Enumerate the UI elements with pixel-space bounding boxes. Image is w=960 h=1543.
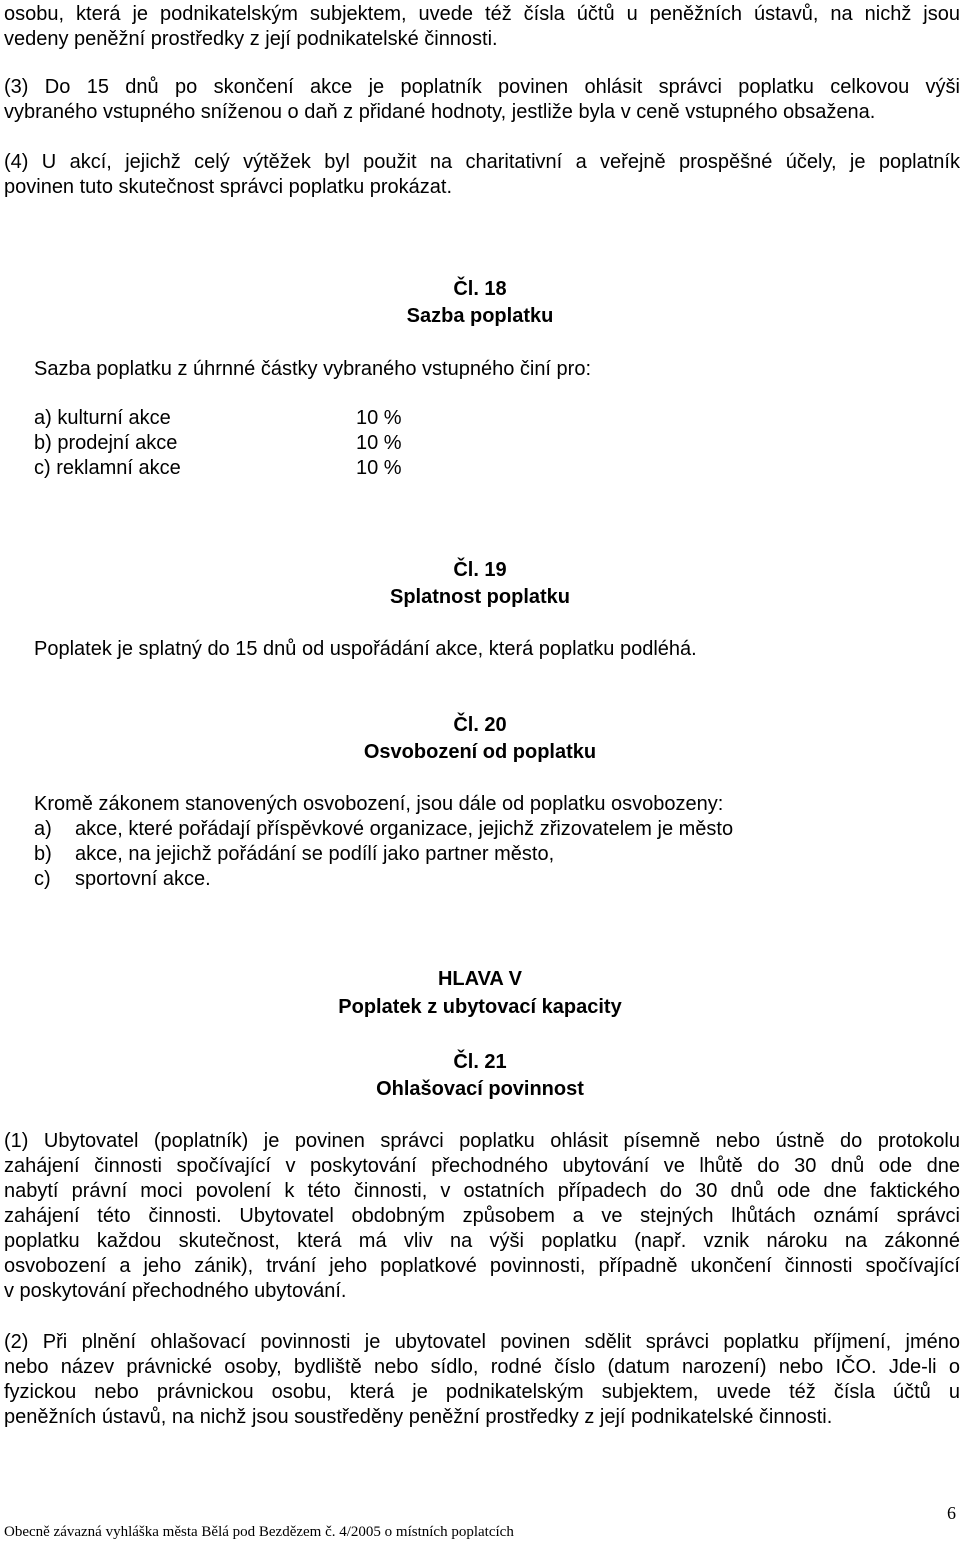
article-21-paragraph-2	[4, 1330, 960, 1430]
article-18-intro: Sazba poplatku z úhrnné částky vybraného vstupného činí pro:	[34, 358, 592, 380]
rate-row-cultural	[34, 406, 434, 431]
intro-line-1: osobu, která je podnikatelským subjektem, uvede též čísla účtů u peněžních ústavů, na nichž jsou	[4, 3, 960, 25]
list-text: akce, které pořádají příspěvkové organizace, jejichž zřizovatelem je město	[75, 818, 734, 840]
article-20-number: Čl. 20	[453, 714, 507, 736]
list-letter: a)	[34, 818, 52, 840]
paragraph-3-line-2: vybraného vstupného sníženou o daň z přidané hodnoty, jestliže byla v ceně vstupného obsažena.	[4, 101, 876, 123]
rate-row-advertising	[34, 456, 434, 481]
rate-row-sales	[34, 431, 434, 456]
article-19-number: Čl. 19	[453, 559, 507, 581]
paragraph-4-line-1: (4) U akcí, jejichž celý výtěžek byl použit na charitativní a veřejně prospěšné účely, je poplatník	[4, 151, 960, 173]
article-21-title: Ohlašovací povinnost	[376, 1078, 584, 1100]
list-text: sportovní akce.	[75, 868, 211, 890]
list-letter: b)	[34, 843, 52, 865]
paragraph-line: nebo název právnické osoby, bydliště nebo sídlo, rodné číslo (datum narození) nebo IČO. Jde-li o	[4, 1356, 960, 1378]
article-21-number: Čl. 21	[453, 1051, 507, 1073]
article-20-intro: Kromě zákonem stanovených osvobození, jsou dále od poplatku osvobozeny:	[34, 793, 724, 815]
chapter-label: HLAVA V	[437, 968, 523, 990]
list-item	[34, 817, 934, 842]
article-19-title: Splatnost poplatku	[390, 586, 570, 608]
article-19-text: Poplatek je splatný do 15 dnů od uspořádání akce, která poplatku podléhá.	[34, 638, 697, 660]
paragraph-line: zahájení této činnosti. Ubytovatel obdobným způsobem a ve stejných lhůtách oznámí správci	[4, 1205, 960, 1227]
rate-label: c) reklamní akce	[34, 457, 181, 479]
paragraph-line: (1) Ubytovatel (poplatník) je povinen správci poplatku ohlásit písemně nebo ústně do protokolu	[4, 1130, 960, 1152]
article-20-title: Osvobození od poplatku	[363, 741, 597, 763]
footer-text: Obecně závazná vyhláška města Bělá pod Bezdězem č. 4/2005 o místních poplatcích	[4, 1524, 514, 1540]
list-item	[34, 842, 934, 867]
paragraph-line: osvobození a jeho zánik), trvání jeho poplatkové povinnosti, případně ukončení činnosti spočívající	[4, 1255, 960, 1277]
rate-value: 10 %	[356, 407, 402, 429]
paragraph-line: zahájení činnosti spočívající v poskytování přechodného ubytování ve lhůtě do 30 dnů ode dne	[4, 1155, 960, 1177]
rate-label: a) kulturní akce	[34, 407, 171, 429]
intro-paragraph	[4, 2, 960, 52]
paragraph-4	[4, 150, 960, 200]
paragraph-line: nabytí právní moci povolení k této činnosti, v ostatních případech do 30 dnů ode dne faktického	[4, 1180, 960, 1202]
rate-value: 10 %	[356, 432, 402, 454]
paragraph-line: poplatku každou skutečnost, která má vliv na výši poplatku (např. vznik nároku na zákonné	[4, 1230, 960, 1252]
rate-label: b) prodejní akce	[34, 432, 178, 454]
paragraph-line: peněžních ústavů, na nichž jsou soustředěny peněžní prostředky z její podnikatelské činnosti.	[4, 1406, 833, 1428]
paragraph-3	[4, 75, 960, 125]
article-18-number: Čl. 18	[453, 278, 507, 300]
list-letter: c)	[34, 868, 51, 890]
chapter-title: Poplatek z ubytovací kapacity	[338, 996, 622, 1018]
rate-value: 10 %	[356, 457, 402, 479]
paragraph-line: fyzickou nebo právnickou osobu, která je podnikatelským subjektem, uvede též čísla účtů u	[4, 1381, 960, 1403]
paragraph-4-line-2: povinen tuto skutečnost správci poplatku prokázat.	[4, 176, 453, 198]
article-18-title: Sazba poplatku	[406, 305, 554, 327]
paragraph-3-line-1: (3) Do 15 dnů po skončení akce je poplatník povinen ohlásit správci poplatku celkovou výši	[4, 76, 960, 98]
paragraph-line: v poskytování přechodného ubytování.	[4, 1280, 347, 1302]
page-number: 6	[947, 1503, 956, 1523]
paragraph-line: (2) Při plnění ohlašovací povinnosti je ubytovatel povinen sdělit správci poplatku příjmení, jméno	[4, 1331, 960, 1353]
list-text: akce, na jejichž pořádání se podílí jako partner město,	[75, 843, 555, 865]
intro-line-2: vedeny peněžní prostředky z její podnikatelské činnosti.	[4, 28, 498, 50]
list-item	[34, 867, 934, 892]
article-21-paragraph-1	[4, 1129, 960, 1304]
